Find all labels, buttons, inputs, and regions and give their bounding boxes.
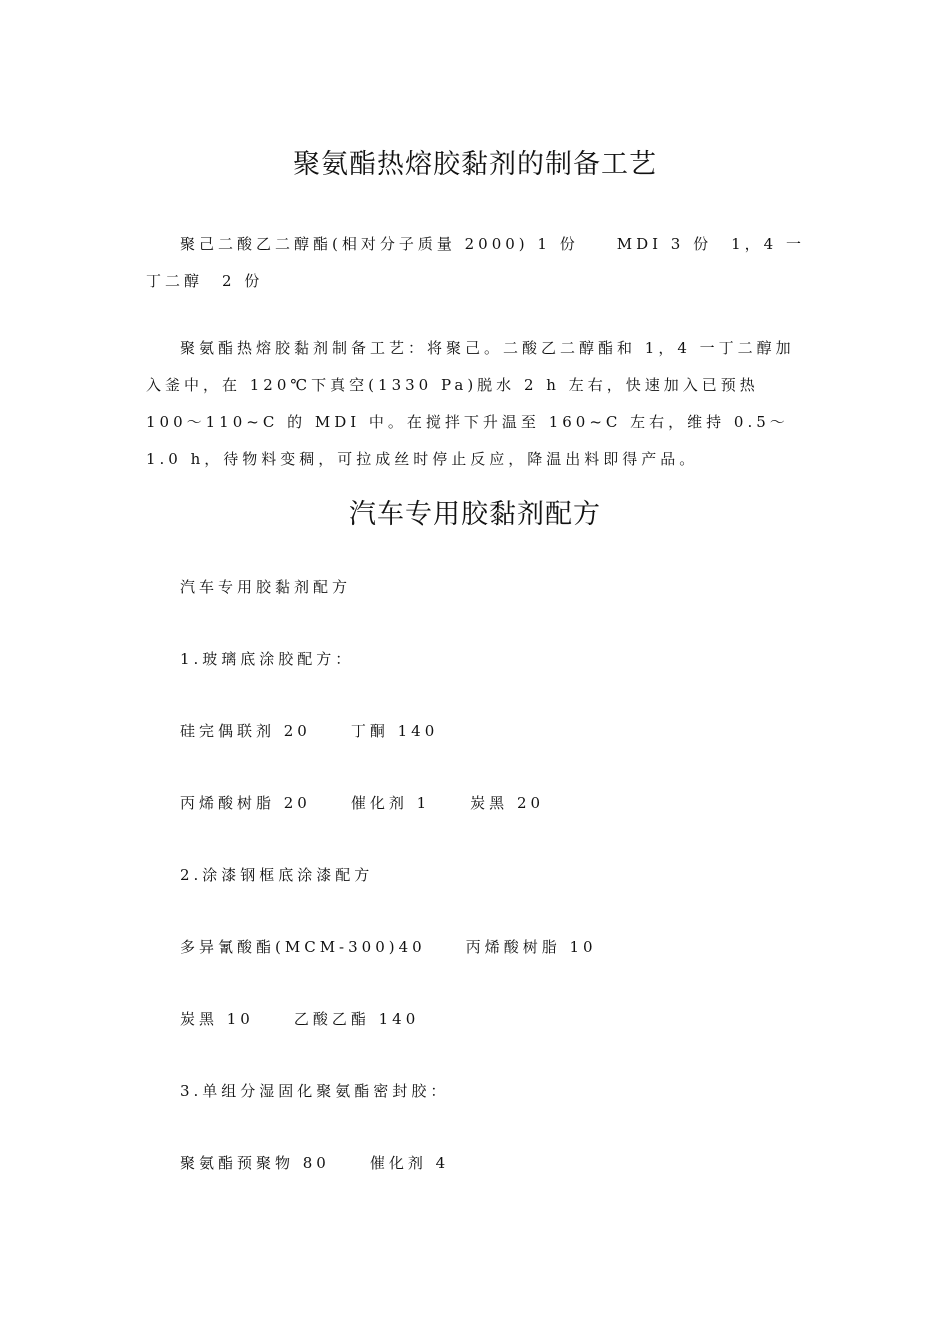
glass-primer-heading: 1.玻璃底涂胶配方： bbox=[180, 650, 355, 668]
ingredient-prepolymer: 聚氨酯预聚物 80 bbox=[180, 1154, 330, 1172]
ingredient-catalyst-2: 催化剂 4 bbox=[369, 1154, 450, 1172]
formula-paragraph bbox=[146, 226, 806, 300]
ingredient-carbon-black-2: 炭黑 10 bbox=[180, 1010, 254, 1028]
ingredient-carbon-black: 炭黑 20 bbox=[470, 794, 545, 812]
process-text: 聚氨酯热熔胶黏剂制备工艺：将聚己。二酸乙二醇酯和 1，4 一丁二醇加入釜中，在 120℃下真空(1330 Pa)脱水 2 h 左右，快速加入已预热 100～110~C 的 MDI 中。在搅拌下升温至 160~C 左右，维持 0.5～1.0 h，待物料变稠，可拉成丝时停止反应，降温出料即得产品。 bbox=[146, 339, 795, 468]
ingredient-ethyl-acetate: 乙酸乙酯 140 bbox=[293, 1010, 420, 1028]
automotive-subtitle: 汽车专用胶黏剂配方 bbox=[180, 578, 352, 596]
section-title-hot-melt: 聚氨酯热熔胶黏剂的制备工艺 bbox=[293, 149, 657, 180]
formula-text: 聚己二酸乙二醇酯(相对分子质量 2000) 1 份 MDI 3 份 1，4 一丁二醇 2 份 bbox=[146, 235, 805, 290]
ingredient-isocyanate: 多异氰酸酯(MCM-300)40 bbox=[180, 938, 426, 956]
glass-primer-line-1 bbox=[180, 721, 438, 741]
ingredient-butanone: 丁酮 140 bbox=[350, 722, 439, 740]
process-paragraph bbox=[146, 330, 806, 478]
steel-primer-line-2 bbox=[180, 1009, 419, 1029]
sealant-heading: 3.单组分湿固化聚氨酯密封胶： bbox=[180, 1082, 450, 1100]
steel-primer-heading: 2.涂漆钢框底涂漆配方 bbox=[180, 866, 374, 884]
glass-primer-line-2 bbox=[180, 793, 544, 813]
sealant-line-1 bbox=[180, 1153, 449, 1173]
steel-primer-line-1 bbox=[180, 937, 597, 957]
ingredient-acrylic-resin-2: 丙烯酸树脂 10 bbox=[465, 938, 597, 956]
ingredient-silane: 硅完偶联剂 20 bbox=[180, 722, 311, 740]
section-title-automotive: 汽车专用胶黏剂配方 bbox=[349, 499, 601, 530]
ingredient-catalyst: 催化剂 1 bbox=[350, 794, 431, 812]
ingredient-acrylic-resin: 丙烯酸树脂 20 bbox=[180, 794, 311, 812]
